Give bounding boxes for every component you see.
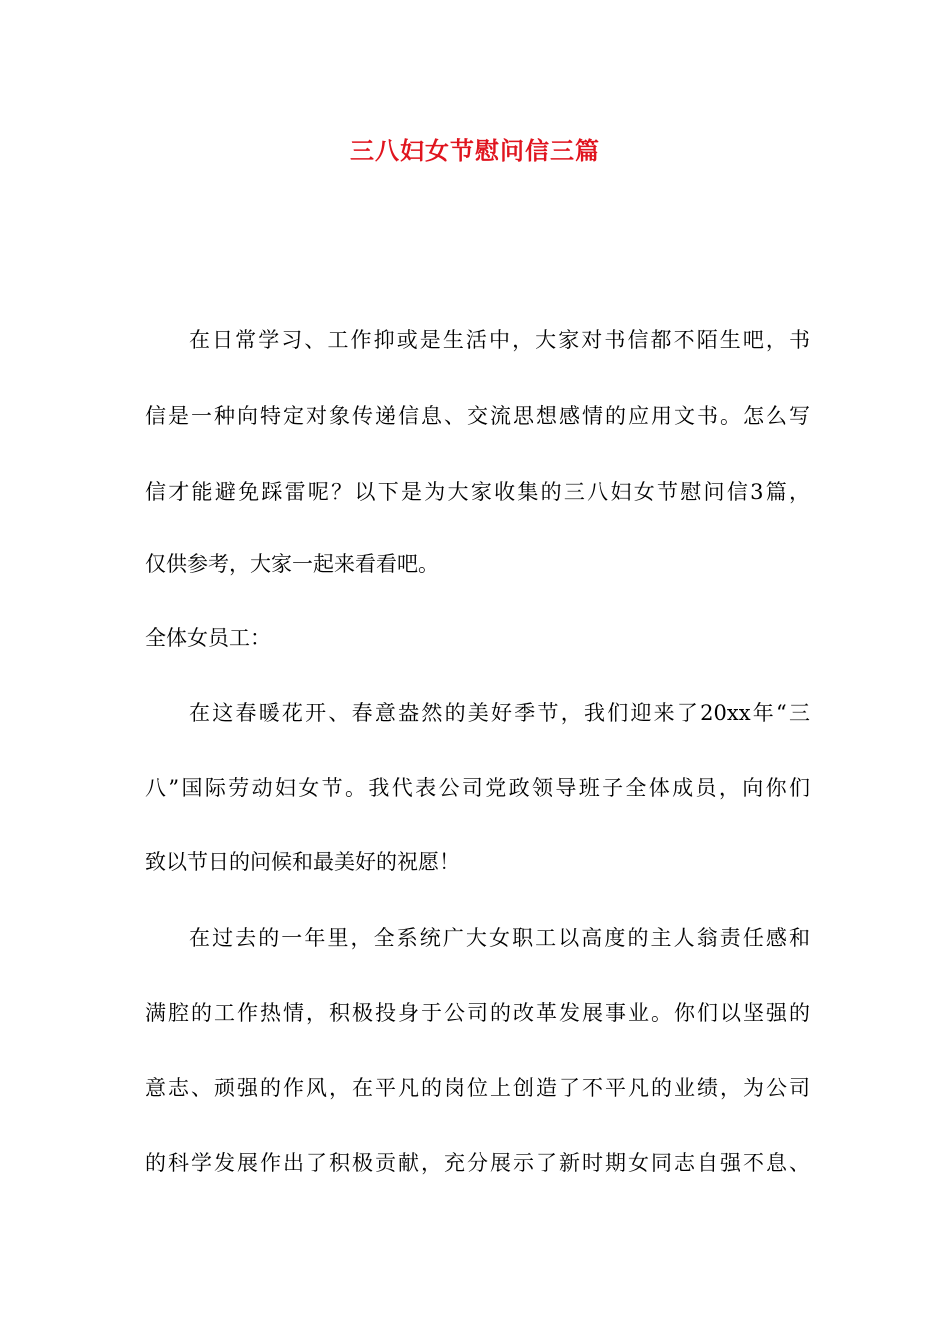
paragraph-line: 八”国际劳动妇女节。我代表公司党政领导班子全体成员，向你们 (145, 776, 810, 800)
paragraph-line: 满腔的工作热情，积极投身于公司的改革发展事业。你们以坚强的 (145, 1001, 810, 1025)
paragraph-line: 信是一种向特定对象传递信息、交流思想感情的应用文书。怎么写 (145, 404, 810, 428)
paragraph-line: 在过去的一年里，全系统广大女职工以高度的主人翁责任感和 (189, 926, 810, 950)
paragraph-line: 致以节日的问候和最美好的祝愿！ (145, 850, 460, 874)
paragraph-line: 在日常学习、工作抑或是生活中，大家对书信都不陌生吧，书 (189, 328, 810, 352)
paragraph-line: 仅供参考，大家一起来看看吧。 (145, 552, 439, 576)
paragraph-line: 的科学发展作出了积极贡献，充分展示了新时期女同志自强不息、 (145, 1151, 810, 1175)
salutation: 全体女员工： (145, 626, 271, 650)
document-title: 三八妇女节慰问信三篇 (350, 136, 600, 165)
paragraph-line: 信才能避免踩雷呢？以下是为大家收集的三八妇女节慰问信3篇， (145, 480, 810, 504)
paragraph-line: 在这春暖花开、春意盎然的美好季节，我们迎来了20xx年“三 (189, 701, 810, 725)
paragraph-line: 意志、顽强的作风，在平凡的岗位上创造了不平凡的业绩，为公司 (145, 1076, 810, 1100)
